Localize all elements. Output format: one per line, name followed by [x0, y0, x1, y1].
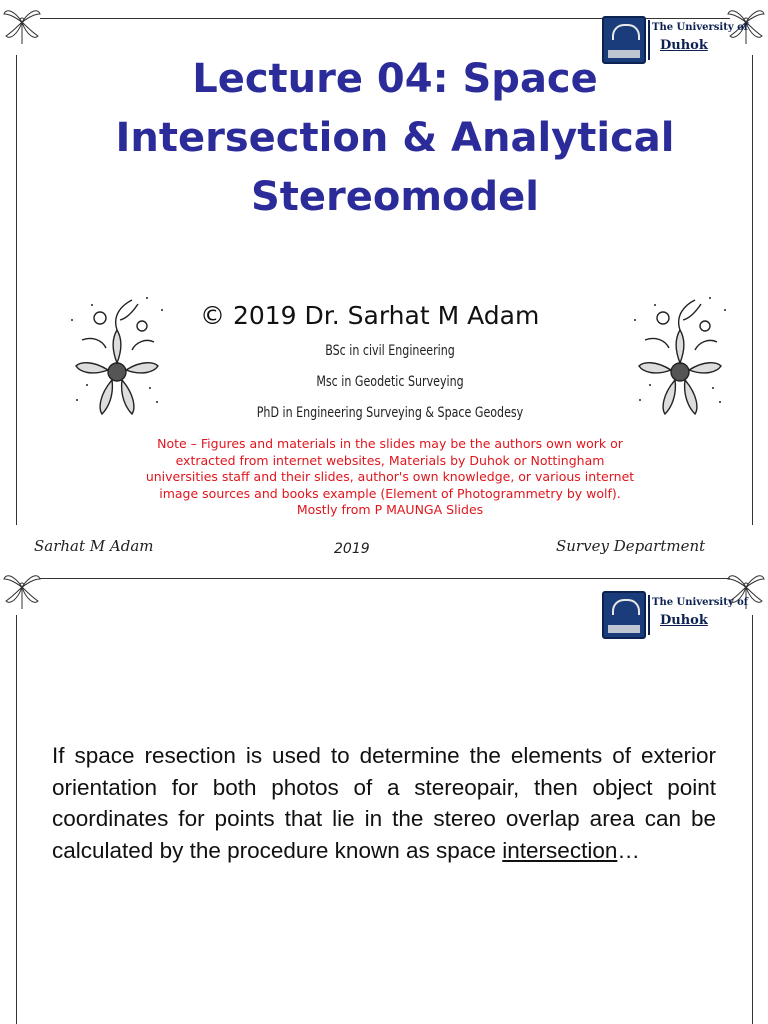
flower-ornament-icon [625, 290, 735, 426]
note-line: universities staff and their slides, author's own knowledge, or various internet [145, 469, 635, 485]
flower-ornament-icon [62, 290, 172, 426]
logo-line-1: The University of [652, 22, 749, 33]
left-border-line [16, 55, 17, 525]
note-line: image sources and books example (Element of Photogrammetry by wolf). [159, 485, 621, 501]
paragraph-ellipsis: … [617, 837, 640, 863]
disclaimer-note [120, 436, 660, 519]
footer-year: 2019 [334, 541, 370, 557]
slide-title [90, 50, 700, 227]
title-line: Stereomodel [250, 174, 540, 220]
note-line: extracted from internet websites, Materials by Duhok or Nottingham [175, 452, 605, 468]
copyright-author: © 2019 Dr. Sarhat M Adam [200, 301, 540, 330]
university-logo [602, 591, 749, 639]
logo-line-2: Duhok [660, 38, 708, 53]
right-border-line [752, 55, 753, 525]
logo-line-2: Duhok [660, 613, 708, 628]
note-line: Mostly from P MAUNGA Slides [296, 502, 484, 518]
paragraph-text: If space resection is used to determine the elements of exterior orientation for both photos of a stereopair, then object point coordinates for points that lie in the stereo overlap area can be calculated by the procedure known as space [52, 743, 716, 863]
lily-corner-icon [0, 565, 44, 609]
title-line: Intersection & Analytical [115, 115, 675, 161]
top-border-line [40, 578, 730, 579]
lily-corner-icon [0, 0, 44, 44]
degree-line: PhD in Engineering Surveying & Space Geodesy [256, 405, 524, 421]
right-border-line [752, 615, 753, 1024]
body-paragraph [52, 740, 716, 866]
slide-2 [0, 565, 768, 1024]
footer-department: Survey Department [556, 537, 706, 555]
university-crest-icon [602, 591, 646, 639]
left-border-line [16, 615, 17, 1024]
degree-line: Msc in Geodetic Surveying [316, 374, 464, 390]
paragraph-key-term: intersection [502, 837, 618, 863]
degree-line: BSc in civil Engineering [325, 343, 455, 359]
title-line: Lecture 04: Space [192, 56, 598, 102]
logo-line-1: The University of [652, 597, 749, 608]
note-line: Note – Figures and materials in the slides may be the authors own work or [157, 436, 623, 451]
footer-author: Sarhat M Adam [34, 537, 154, 555]
